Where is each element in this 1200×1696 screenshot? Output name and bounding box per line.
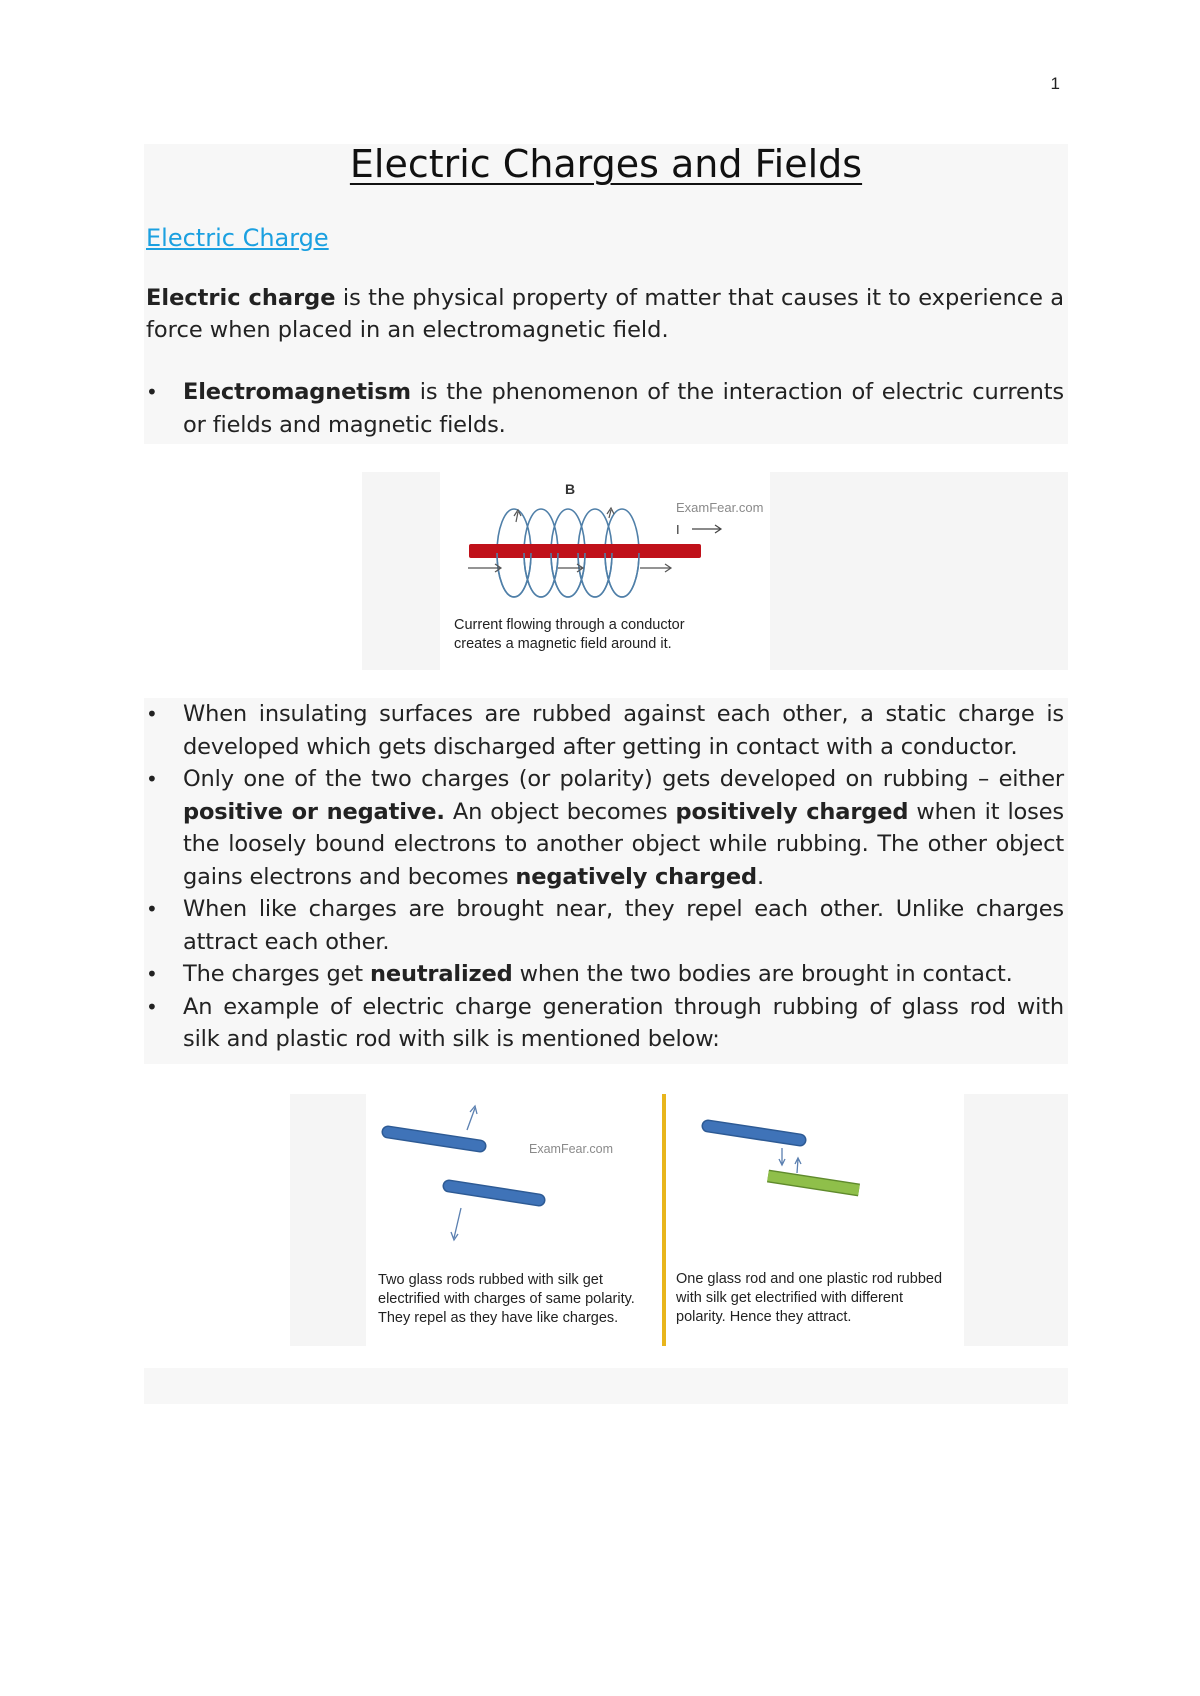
- watermark-2: ExamFear.com: [529, 1142, 614, 1156]
- plastic-rod: [768, 1176, 859, 1190]
- left-caption-line1: Two glass rods rubbed with silk get: [378, 1272, 603, 1288]
- intro-term: Electric charge: [146, 285, 336, 311]
- bullet-text: An object becomes: [444, 798, 676, 825]
- bullet-list-main: [146, 698, 1064, 1056]
- bullet-bold-text: positively charged: [675, 798, 909, 825]
- bullet-term: Electromagnetism: [183, 379, 411, 405]
- magnetic-field-diagram: [440, 472, 770, 670]
- bullet-text: The charges get: [183, 961, 370, 987]
- bullet-text: when the two bodies are brought in contact.: [512, 961, 1013, 987]
- bullet-text: An example of electric charge generation through rubbing of glass rod with silk and plastic rod with silk is mentioned below:: [183, 993, 1064, 1052]
- list-item: [146, 698, 1064, 763]
- glass-rod-3: [708, 1126, 800, 1140]
- charged-rods-diagram: [366, 1094, 964, 1346]
- list-item: [146, 893, 1064, 958]
- page-number: 1: [1050, 74, 1060, 93]
- list-item: [146, 991, 1064, 1056]
- bullet-list-top: [146, 376, 1064, 441]
- current-arrow-icon: [692, 525, 721, 533]
- list-item: [146, 958, 1064, 991]
- bullet-bold-text: negatively charged: [515, 863, 758, 890]
- repel-arrow-down-icon: [451, 1208, 461, 1240]
- bullet-bold-text: positive or negative.: [183, 798, 445, 825]
- repel-arrow-up-icon: [467, 1106, 477, 1130]
- intro-text: is the physical property of matter that causes it to experience a force when placed in an electromagnetic field.: [146, 285, 1064, 343]
- highlight-band-bottom: [144, 1368, 1068, 1404]
- watermark-1: ExamFear.com: [676, 500, 764, 515]
- bullet-bold-text: neutralized: [369, 961, 513, 987]
- label-i: I: [676, 522, 680, 537]
- attract-arrows-icon: [779, 1148, 801, 1173]
- left-caption-line3: They repel as they have like charges.: [378, 1310, 619, 1326]
- bullet-text: when it loses the loosely bound electrons to another object while rubbing. The other object gains electrons and becomes: [183, 798, 1064, 890]
- section-heading-electric-charge[interactable]: Electric Charge: [146, 224, 329, 252]
- intro-paragraph: [146, 282, 1064, 346]
- figure1-caption-line2: creates a magnetic field around it.: [454, 636, 672, 652]
- glass-rod-1: [388, 1132, 480, 1146]
- figure-charged-rods: [366, 1094, 964, 1346]
- figure-magnetic-field: [440, 472, 770, 670]
- loops-front: [497, 553, 639, 597]
- glass-rod-2: [449, 1186, 539, 1200]
- page-title: Electric Charges and Fields: [349, 142, 863, 186]
- right-caption-line2: with silk get electrified with different: [676, 1290, 904, 1306]
- right-caption-line1: One glass rod and one plastic rod rubbed: [676, 1271, 943, 1287]
- left-caption-line2: electrified with charges of same polarity.: [378, 1291, 635, 1307]
- bullet-text: When like charges are brought near, they repel each other. Unlike charges attract each other.: [183, 896, 1064, 955]
- bullet-text: When insulating surfaces are rubbed against each other, a static charge is developed which gets discharged after getting in contact with a conductor.: [183, 701, 1064, 760]
- bullet-text: Only one of the two charges (or polarity) gets developed on rubbing – either: [183, 766, 1064, 792]
- list-item: [146, 376, 1064, 441]
- bullet-text: .: [757, 863, 765, 890]
- list-item: [146, 763, 1064, 893]
- figure1-caption-line1: Current flowing through a conductor: [454, 617, 685, 633]
- bullet-text: is the phenomenon of the interaction of electric currents or fields and magnetic fields.: [183, 379, 1064, 438]
- label-b: B: [565, 481, 576, 497]
- right-caption-line3: polarity. Hence they attract.: [676, 1309, 852, 1325]
